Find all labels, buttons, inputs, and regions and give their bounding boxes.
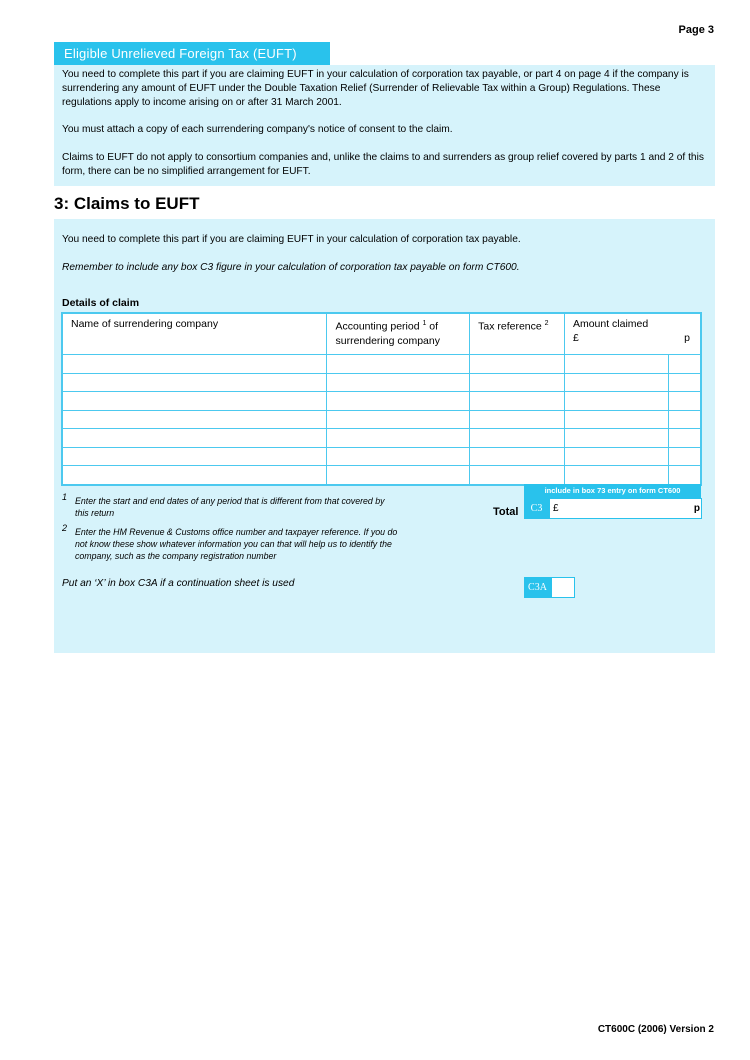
continuation-checkbox[interactable]: [551, 577, 575, 598]
tax-reference-cell[interactable]: [470, 429, 565, 448]
company-name-cell[interactable]: [62, 410, 327, 429]
amount-pence-cell[interactable]: [668, 429, 701, 448]
amount-pence-cell[interactable]: [668, 373, 701, 392]
claims-reminder: Remember to include any box C3 figure in your calculation of corporation tax payable on form CT600.: [62, 262, 520, 273]
accounting-period-cell[interactable]: [327, 429, 470, 448]
table-row: [62, 392, 701, 411]
amount-pounds-cell[interactable]: [564, 355, 668, 374]
amount-pounds-cell[interactable]: [564, 392, 668, 411]
form-version-footer: CT600C (2006) Version 2: [597, 1024, 714, 1035]
accounting-period-cell[interactable]: [327, 466, 470, 485]
amount-pence-cell[interactable]: [668, 466, 701, 485]
claims-intro: You need to complete this part if you are claiming EUFT in your calculation of corporation tax payable.: [62, 234, 521, 245]
company-name-cell[interactable]: [62, 392, 327, 411]
details-of-claim-label: Details of claim: [62, 297, 140, 309]
amount-pounds-cell[interactable]: [564, 447, 668, 466]
company-name-cell[interactable]: [62, 429, 327, 448]
amount-pence-cell[interactable]: [668, 355, 701, 374]
accounting-period-cell[interactable]: [327, 447, 470, 466]
table-row: [62, 373, 701, 392]
tax-reference-cell[interactable]: [470, 392, 565, 411]
continuation-instruction: Put an ‘X’ in box C3A if a continuation sheet is used: [62, 578, 295, 589]
euft-paragraph-1: You need to complete this part if you are claiming EUFT in your calculation of corporation tax payable, or part 4 on page 4 if the company is surrendering any amount of EUFT under the Double Taxation Relief (Surrender of Relievable Tax within a Group) Regulations. These regulations apply to income arising on or after 31 March 2001.: [62, 69, 689, 108]
col-header-amount-claimed: Amount claimed £ p: [564, 313, 701, 355]
col-header-tax-reference: Tax reference $^2$: [470, 313, 565, 355]
company-name-cell[interactable]: [62, 355, 327, 374]
pound-symbol: £: [572, 332, 579, 344]
total-pence-field[interactable]: p: [669, 498, 702, 519]
footnote-1: Enter the start and end dates of any period that is different from that covered by this return: [75, 496, 385, 518]
total-pounds-field[interactable]: £: [549, 498, 674, 519]
amount-pence-cell[interactable]: [668, 447, 701, 466]
table-row: [62, 429, 701, 448]
euft-paragraph-3: Claims to EUFT do not apply to consortium companies and, unlike the claims to and surrenders as group relief covered by parts 1 and 2 of this form, there can be no simplified arrangement for EUFT.: [62, 152, 704, 177]
footnote-2: Enter the HM Revenue & Customs office number and taxpayer reference. If you do not know these show whatever information you can that will help us to identify the company, such as the company registration number: [75, 527, 398, 561]
amount-pounds-cell[interactable]: [564, 466, 668, 485]
accounting-period-cell[interactable]: [327, 392, 470, 411]
table-row: [62, 447, 701, 466]
col-header-accounting-period: Accounting period $^1$ of surrendering company: [327, 313, 470, 355]
amount-pounds-cell[interactable]: [564, 429, 668, 448]
table-row: [62, 410, 701, 429]
footnote-2-marker: 2: [62, 523, 68, 533]
euft-section-tag: Eligible Unrelieved Foreign Tax (EUFT): [54, 42, 330, 65]
tax-reference-cell[interactable]: [470, 373, 565, 392]
tax-reference-cell[interactable]: [470, 410, 565, 429]
accounting-period-cell[interactable]: [327, 410, 470, 429]
amount-pounds-cell[interactable]: [564, 373, 668, 392]
footnote-1-marker: 1: [62, 492, 68, 502]
company-name-cell[interactable]: [62, 447, 327, 466]
table-row: [62, 355, 701, 374]
total-label: Total: [493, 506, 519, 518]
col-header-company-name: Name of surrendering company: [62, 313, 327, 355]
pence-symbol: p: [684, 332, 690, 344]
claims-table: [61, 312, 702, 486]
box-c3a-code: C3A: [524, 577, 551, 598]
tax-reference-cell[interactable]: [470, 447, 565, 466]
amount-pence-cell[interactable]: [668, 392, 701, 411]
page-number: Page 3: [678, 24, 714, 36]
box-c3-code: C3: [524, 498, 549, 519]
amount-pence-cell[interactable]: [668, 410, 701, 429]
company-name-cell[interactable]: [62, 466, 327, 485]
euft-paragraph-2: You must attach a copy of each surrendering company's notice of consent to the claim.: [62, 124, 453, 135]
include-note: include in box 73 entry on form CT600: [524, 484, 701, 498]
claims-table-header: [62, 313, 701, 355]
accounting-period-cell[interactable]: [327, 373, 470, 392]
claims-heading: 3: Claims to EUFT: [54, 194, 200, 213]
amount-pounds-cell[interactable]: [564, 410, 668, 429]
accounting-period-cell[interactable]: [327, 355, 470, 374]
company-name-cell[interactable]: [62, 373, 327, 392]
tax-reference-cell[interactable]: [470, 466, 565, 485]
table-row: [62, 466, 701, 485]
tax-reference-cell[interactable]: [470, 355, 565, 374]
